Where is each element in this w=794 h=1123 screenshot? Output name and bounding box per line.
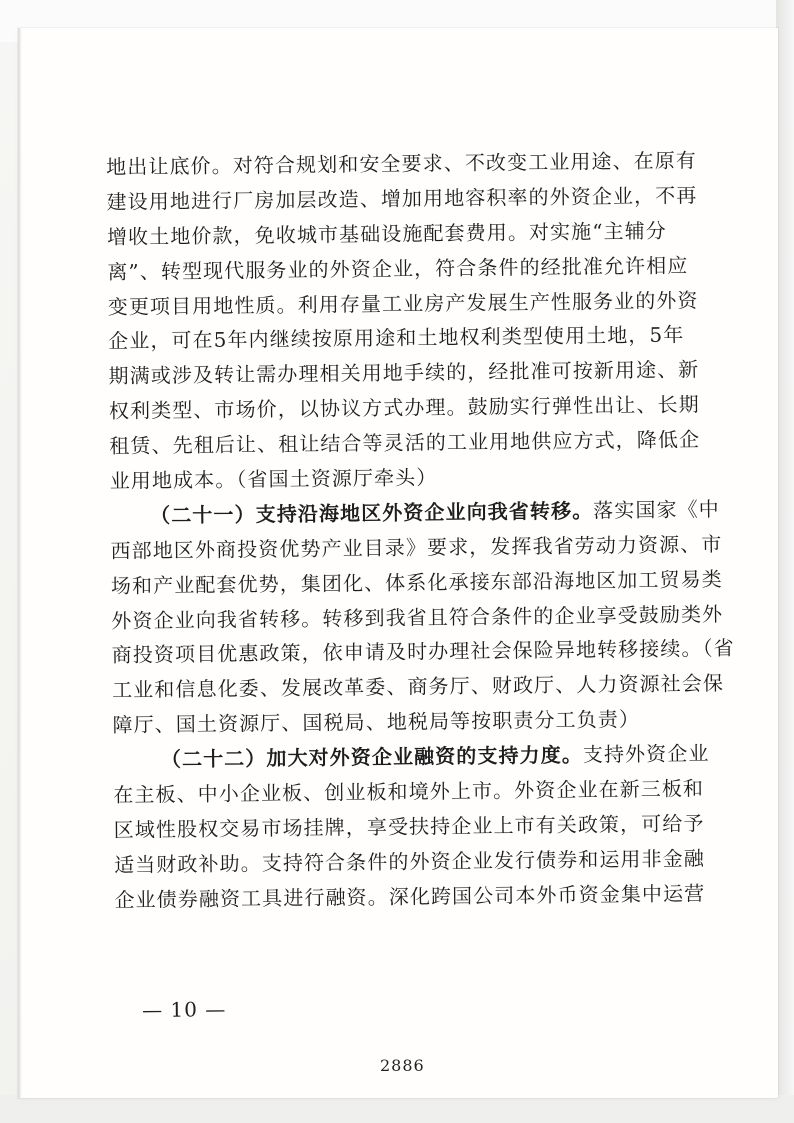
- section-22-heading: （二十二）加大对外资企业融资的支持力度。: [160, 742, 584, 772]
- body-line-2: 建设用地进行厂房加层改造、增加用地容积率的外资企业，不再: [106, 183, 698, 214]
- page-left-shadow: [18, 28, 22, 1098]
- section-21-first-line-rest: 落实国家《中: [593, 496, 720, 523]
- section-21-heading: （二十一）支持沿海地区外资企业向我省转移。: [150, 498, 594, 528]
- body-line-9: 租赁、先租后让、租让结合等灵活的工业用地供应方式，降低企: [109, 427, 701, 459]
- body-line-8: 权利类型、市场价，以协议方式办理。鼓励实行弹性出让、长期: [108, 392, 700, 424]
- section-21-line-1: 西部地区外商投资优势产业目录》要求，发挥我省劳动力资源、市: [110, 531, 723, 563]
- body-line-5: 变更项目用地性质。利用存量工业房产发展生产性服务业的外资: [107, 287, 699, 319]
- folio-number: 2886: [380, 1056, 425, 1075]
- section-22-line-1: 在主板、中小企业板、创业板和境外上市。外资企业在新三板和: [113, 776, 705, 807]
- section-21-line-2: 场和产业配套优势，集团化、体系化承接东部沿海地区加工贸易类: [110, 566, 723, 598]
- section-21-line-4: 商投资项目优惠政策，依申请及时办理社会保险异地转移接续。（省: [111, 636, 735, 668]
- page-number: — 10 —: [142, 997, 227, 1022]
- scanner-bottom-edge: [0, 1095, 794, 1123]
- document-body: [106, 143, 735, 917]
- section-21-line-5: 工业和信息化委、发展改革委、商务厅、财政厅、人力资源社会保: [111, 671, 725, 703]
- body-line-6: 企业，可在5年内继续按原用途和土地权利类型使用土地，5年: [108, 322, 685, 354]
- section-22-line-3: 适当财政补助。支持符合条件的外资企业发行债券和运用非金融: [113, 846, 706, 877]
- section-22-first-line-rest: 支持外资企业: [582, 741, 710, 767]
- body-line-10: 业用地成本。（省国土资源厅牵头）: [109, 465, 438, 493]
- scanner-right-edge: [776, 0, 794, 1123]
- body-line-3: 增收土地价款，免收城市基础设施配套费用。对实施“主辅分: [106, 218, 668, 249]
- body-line-1: 地出让底价。对符合规划和安全要求、不改变工业用途、在原有: [106, 148, 698, 179]
- section-22-line-4: 企业债券融资工具进行融资。深化跨国公司本外币资金集中运营: [114, 880, 706, 912]
- body-line-4: 离”、转型现代服务业的外资企业，符合条件的经批准允许相应: [107, 253, 689, 284]
- section-21-line-3: 外资企业向我省转移。转移到我省且符合条件的企业享受鼓励类外: [111, 601, 724, 633]
- section-21-line-6: 障厅、国土资源厅、国税局、地税局等按职责分工负责）: [112, 707, 641, 738]
- body-line-7: 期满或涉及转让需办理相关用地手续的，经批准可按新用途、新: [108, 357, 700, 389]
- section-22-line-2: 区域性股权交易市场挂牌，享受扶持企业上市有关政策，可给予: [113, 811, 705, 842]
